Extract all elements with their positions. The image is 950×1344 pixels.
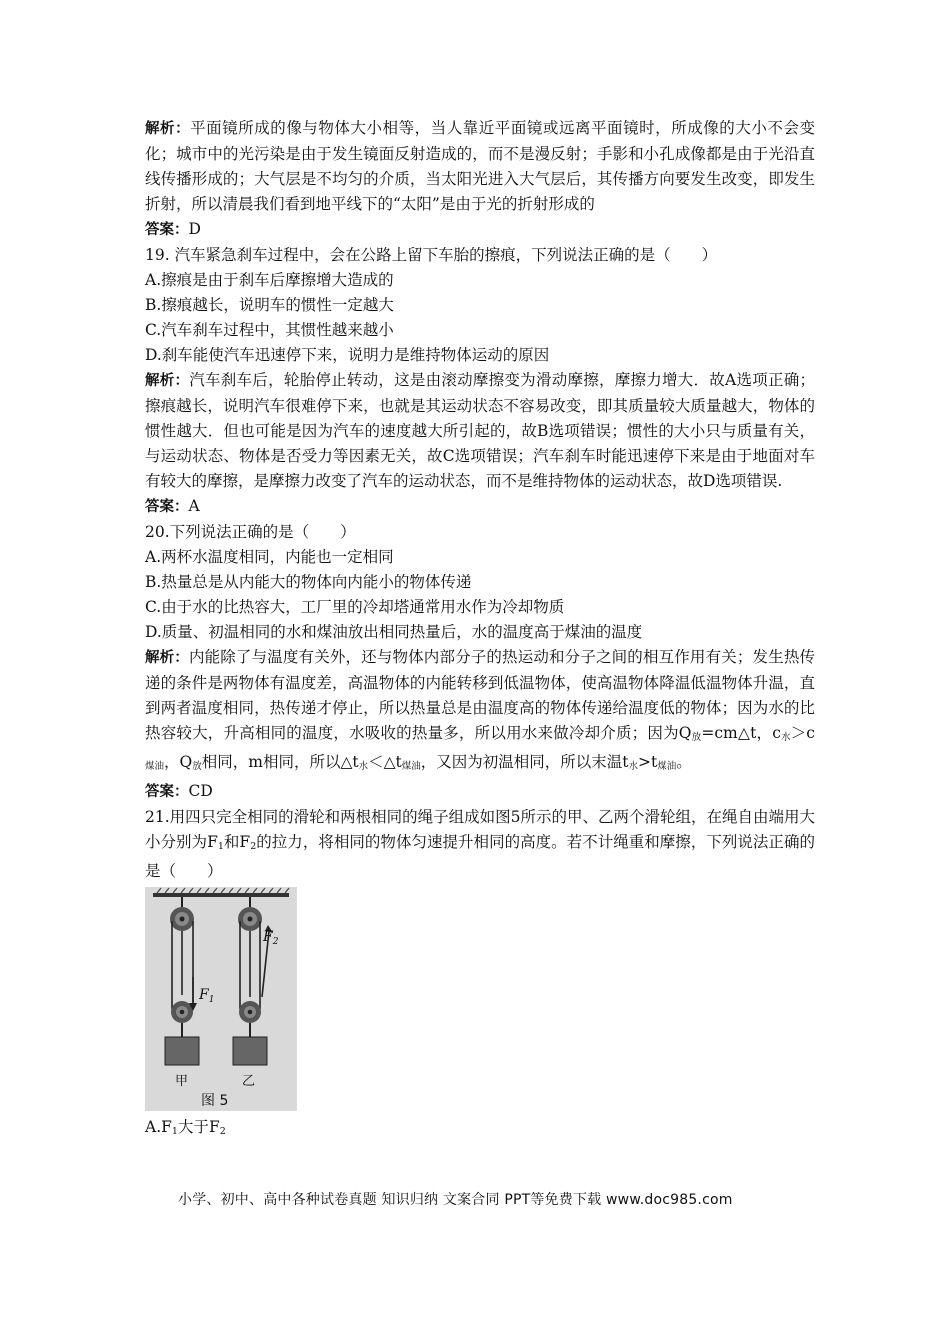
- analysis-label: 解析：: [145, 650, 189, 666]
- q19-option-b: B.擦痕越长，说明车的惯性一定越大: [145, 296, 394, 314]
- subscript-meiyou: 煤油: [657, 761, 677, 772]
- q19-answer: [145, 494, 815, 520]
- formula-text: ＞c: [790, 724, 815, 742]
- q19-option-d: D.刹车能使汽车迅速停下来，说明力是维持物体运动的原因: [145, 346, 550, 364]
- ceiling-bar: [153, 893, 289, 897]
- formula-text: 。: [676, 753, 692, 771]
- subscript-fang: 放: [691, 732, 702, 743]
- analysis-label: 解析：: [145, 121, 191, 137]
- label-yi: 乙: [242, 1074, 256, 1089]
- subscript-shui: 水: [780, 732, 791, 743]
- subscript: 1: [171, 1126, 178, 1137]
- pulley-diagram: [145, 887, 297, 1111]
- q19-option-c: C.汽车刹车过程中，其惯性越来越小: [145, 321, 394, 339]
- stem-text: 21.用四只完全相同的滑轮和两根相同的绳子组成如图5所示的甲、乙两个滑轮组，在绳自由端用大小分别为F: [145, 808, 816, 851]
- answer-value: CD: [188, 782, 213, 800]
- q18-analysis: [145, 116, 815, 217]
- subscript-meiyou: 煤油: [145, 761, 165, 772]
- stem-text: 和F: [223, 833, 251, 851]
- pulley-figure: [145, 887, 297, 1111]
- formula-text: ，又因为初温相同，所以末温t: [420, 753, 629, 771]
- q18-answer: [145, 217, 815, 243]
- option-text: A.F: [145, 1118, 172, 1136]
- q21-stem: [145, 805, 815, 884]
- label-f2: $F_2$: [263, 929, 279, 947]
- subscript: 1: [217, 841, 224, 852]
- option-text: 大于F: [177, 1118, 220, 1136]
- q19-stem: 19. 汽车紧急刹车过程中，会在公路上留下车胎的擦痕，下列说法正确的是（ ）: [145, 246, 718, 264]
- weight-left: [165, 1037, 199, 1065]
- stem-text: 的拉力，将相同的物体匀速提升相同的高度。若不计绳重和摩擦，下列说法正确的是（ ）: [145, 833, 815, 880]
- weight-right: [233, 1037, 267, 1065]
- q20-option-d: D.质量、初温相同的水和煤油放出相同热量后，水的温度高于煤油的温度: [145, 623, 643, 641]
- q20-option-c: C.由于水的比热容大，工厂里的冷却塔通常用水作为冷却物质: [145, 598, 565, 616]
- q20-option-a: A.两杯水温度相同，内能也一定相同: [145, 548, 394, 566]
- answer-label: 答案：: [145, 499, 189, 515]
- analysis-label: 解析：: [145, 373, 190, 389]
- subscript: 2: [250, 841, 257, 852]
- subscript-meiyou: 煤油: [401, 761, 421, 772]
- analysis-text: 汽车刹车后，轮胎停止转动，这是由滚动摩擦变为滑动摩擦，摩擦力增大．故A选项正确；擦痕越长，说明汽车很难停下来，也就是其运动状态不容易改变，即其质量较大质量越大，物体的惯性越大．但也可能是因为汽车的速度越大所引起的，故B选项错误；惯性的大小只与质量有关，与运动状态、物体是否受力等因素无关，故C选项错误；汽车刹车时能迅速停下来是由于地面对车有较大的摩擦，是摩擦力改变了汽车的运动状态，而不是维持物体的运动状态，故D选项错误.: [145, 371, 816, 490]
- label-jia: 甲: [175, 1074, 189, 1089]
- formula-text: >t: [638, 753, 658, 771]
- answer-label: 答案：: [145, 784, 189, 800]
- subscript: 2: [219, 1126, 226, 1137]
- figure-caption: 图 5: [201, 1093, 229, 1109]
- subscript-shui: 水: [628, 761, 639, 772]
- ceiling-hatch: [157, 888, 289, 893]
- answer-value: D: [188, 220, 201, 238]
- answer-value: A: [188, 497, 200, 515]
- q21-option-a: [145, 1115, 815, 1144]
- q20-answer: [145, 779, 815, 805]
- formula-text: =cm△t，c: [701, 724, 781, 742]
- answer-label: 答案：: [145, 222, 189, 238]
- q20-analysis: [145, 645, 815, 779]
- subscript-fang: 放: [192, 761, 202, 772]
- q19-option-a: A.擦痕是由于刹车后摩擦增大造成的: [145, 271, 394, 289]
- page-footer: 小学、初中、高中各种试卷真题 知识归纳 文案合同 PPT等免费下载 www.doc985.com: [178, 1192, 733, 1208]
- analysis-text: 内能除了与温度有关外，还与物体内部分子的热运动和分子之间的相互作用有关；发生热传递的条件是两物体有温度差，高温物体的内能转移到低温物体，使高温物体降温低温物体升温，直到两者温度相同，热传递才停止，所以热量总是由温度高的物体传递给温度低的物体；因为水的比热容较大，升高相同的温度，水吸收的热量多，所以用水来做冷却介质；因为Q: [145, 648, 815, 742]
- subscript-shui: 水: [358, 761, 369, 772]
- q20-stem: 20.下列说法正确的是（ ）: [145, 523, 356, 541]
- formula-text: ，Q: [164, 753, 193, 771]
- document-body: [145, 116, 815, 1144]
- label-f1: $F_1$: [199, 987, 215, 1005]
- formula-text: 相同，m相同，所以△t: [201, 753, 359, 771]
- q20-option-b: B.热量总是从内能大的物体向内能小的物体传递: [145, 573, 472, 591]
- formula-text: ＜△t: [368, 753, 402, 771]
- q19-analysis: [145, 368, 815, 494]
- analysis-text: 平面镜所成的像与物体大小相等，当人靠近平面镜或远离平面镜时，所成像的大小不会变化；城市中的光污染是由于发生镜面反射造成的，而不是漫反射；手影和小孔成像都是由于光沿直线传播形成的；大气层是不均匀的介质，当太阳光进入大气层后，其传播方向要发生改变，即发生折射，所以清晨我们看到地平线下的“太阳”是由于光的折射形成的: [145, 119, 815, 213]
